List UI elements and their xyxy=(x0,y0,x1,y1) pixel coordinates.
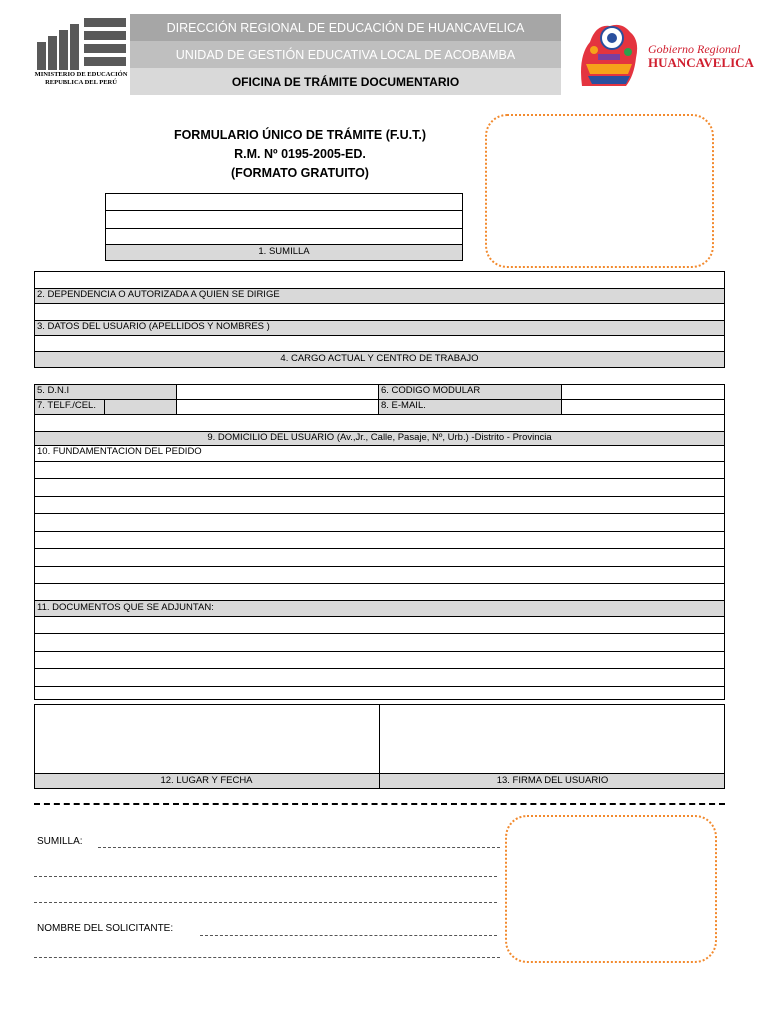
footer-nombre-label: NOMBRE DEL SOLICITANTE: xyxy=(37,923,174,934)
form-resolution: R.M. Nº 0195-2005-ED. xyxy=(234,147,366,161)
documentos-field[interactable] xyxy=(35,617,724,699)
codigo-modular-label: 6. CODIGO MODULAR xyxy=(381,385,481,396)
footer-sumilla-line[interactable] xyxy=(98,847,500,848)
gov-line-2: HUANCAVELICA xyxy=(648,55,754,70)
ministry-line-1: MINISTERIO DE EDUCACIÓN xyxy=(34,71,128,78)
footer-sumilla-line-2[interactable] xyxy=(34,876,497,877)
footer-sumilla-line-3[interactable] xyxy=(34,902,497,903)
sumilla-field-2[interactable] xyxy=(106,211,462,228)
firma-label: 13. FIRMA DEL USUARIO xyxy=(496,775,609,786)
sumilla-field-1[interactable] xyxy=(106,194,462,210)
dependencia-label: 2. DEPENDENCIA O AUTORIZADA A QUIEN SE DIRIGE xyxy=(37,289,280,300)
ministry-line-2: REPUBLICA DEL PERÚ xyxy=(45,78,117,86)
telf-field[interactable] xyxy=(177,400,378,414)
lugar-fecha-label: 12. LUGAR Y FECHA xyxy=(160,775,253,786)
fundamentacion-label: 10. FUNDAMENTACION DEL PEDIDO xyxy=(37,446,202,457)
footer-sumilla-label: SUMILLA: xyxy=(37,836,83,847)
datos-usuario-field[interactable] xyxy=(35,304,724,320)
header-band-oficina: OFICINA DE TRÁMITE DOCUMENTARIO xyxy=(130,68,561,95)
firma-field[interactable] xyxy=(380,705,724,773)
gobierno-regional-logo xyxy=(574,16,644,92)
cargo-field[interactable] xyxy=(35,336,724,351)
sumilla-field-3[interactable] xyxy=(106,229,462,244)
gov-line-1: Gobierno Regional xyxy=(648,42,741,56)
cut-line xyxy=(34,803,725,805)
header-band-direccion: DIRECCIÓN REGIONAL DE EDUCACIÓN DE HUANCAVELICA xyxy=(130,14,561,41)
photo-box-bottom xyxy=(505,815,717,963)
domicilio-field[interactable] xyxy=(35,415,724,431)
codigo-modular-field[interactable] xyxy=(562,385,724,399)
datos-usuario-label: 3. DATOS DEL USUARIO (APELLIDOS Y NOMBRES ) xyxy=(37,321,270,332)
telf-label: 7. TELF./CEL. xyxy=(37,400,96,411)
dni-label: 5. D.N.I xyxy=(37,385,70,396)
fundamentacion-field[interactable] xyxy=(35,462,724,600)
form-gratuito: (FORMATO GRATUITO) xyxy=(231,166,369,180)
cargo-label: 4. CARGO ACTUAL Y CENTRO DE TRABAJO xyxy=(280,353,479,364)
dependencia-field[interactable] xyxy=(35,272,724,288)
dni-field[interactable] xyxy=(177,385,378,399)
domicilio-label: 9. DOMICILIO DEL USUARIO (Av.,Jr., Calle, Pasaje, Nº, Urb.) -Distrito - Provincia xyxy=(207,432,552,443)
photo-box-top xyxy=(485,114,714,268)
form-title: FORMULARIO ÚNICO DE TRÁMITE (F.U.T.) xyxy=(173,128,427,142)
sumilla-label: 1. SUMILLA xyxy=(258,246,310,257)
footer-nombre-line[interactable] xyxy=(200,935,497,936)
footer-nombre-line-2[interactable] xyxy=(34,957,500,958)
ministry-text xyxy=(34,71,128,86)
lugar-fecha-field[interactable] xyxy=(35,705,379,773)
email-label: 8. E-MAIL. xyxy=(381,400,426,411)
header-band-ugel: UNIDAD DE GESTIÓN EDUCATIVA LOCAL DE ACOBAMBA xyxy=(130,41,561,68)
email-field[interactable] xyxy=(562,400,724,414)
documentos-label: 11. DOCUMENTOS QUE SE ADJUNTAN: xyxy=(37,602,214,613)
